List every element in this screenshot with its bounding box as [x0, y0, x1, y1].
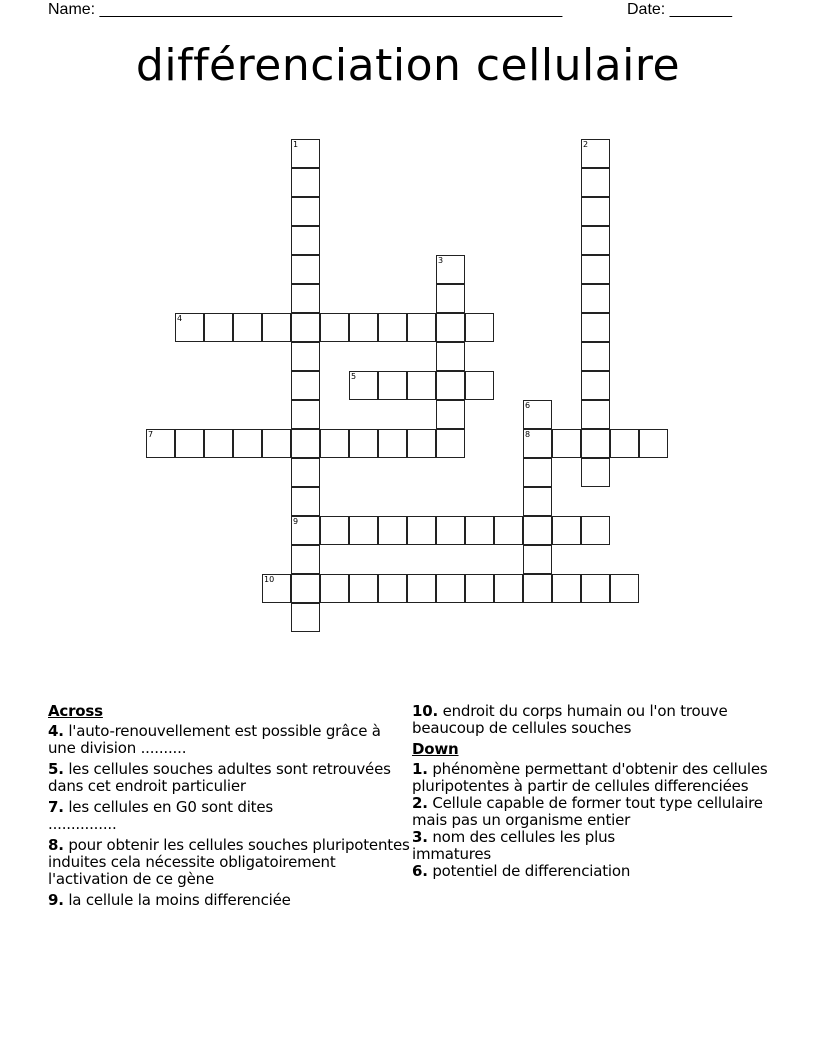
cell-number: 9 — [293, 517, 299, 526]
crossword-cell[interactable] — [581, 400, 610, 429]
crossword-cell[interactable] — [581, 429, 610, 458]
crossword-cell[interactable] — [320, 574, 349, 603]
crossword-cell[interactable] — [291, 400, 320, 429]
crossword-cell[interactable] — [465, 371, 494, 400]
crossword-cell[interactable] — [523, 516, 552, 545]
crossword-cell[interactable] — [204, 313, 233, 342]
crossword-cell[interactable] — [407, 516, 436, 545]
cell-number: 7 — [148, 430, 154, 439]
crossword-cell[interactable] — [552, 429, 581, 458]
crossword-cell[interactable] — [494, 574, 523, 603]
cell-number: 10 — [264, 575, 275, 584]
crossword-cell[interactable] — [436, 429, 465, 458]
crossword-cell[interactable] — [349, 371, 378, 400]
crossword-cell[interactable] — [436, 516, 465, 545]
crossword-cell[interactable] — [581, 313, 610, 342]
crossword-cell[interactable] — [494, 516, 523, 545]
crossword-cell[interactable] — [639, 429, 668, 458]
crossword-cell[interactable] — [581, 197, 610, 226]
crossword-cell[interactable] — [436, 255, 465, 284]
crossword-cell[interactable] — [581, 516, 610, 545]
crossword-cell[interactable] — [233, 313, 262, 342]
cell-number: 1 — [293, 140, 299, 149]
crossword-cell[interactable] — [407, 313, 436, 342]
crossword-cell[interactable] — [291, 574, 320, 603]
crossword-cell[interactable] — [436, 313, 465, 342]
crossword-cell[interactable] — [378, 516, 407, 545]
crossword-cell[interactable] — [436, 371, 465, 400]
crossword-cell[interactable] — [436, 284, 465, 313]
crossword-cell[interactable] — [291, 487, 320, 516]
crossword-cell[interactable] — [378, 313, 407, 342]
crossword-cell[interactable] — [291, 545, 320, 574]
crossword-cell[interactable] — [349, 516, 378, 545]
crossword-cell[interactable] — [436, 400, 465, 429]
crossword-cell[interactable] — [291, 371, 320, 400]
crossword-cell[interactable] — [523, 458, 552, 487]
clue-down-1 — [412, 761, 772, 795]
clue-number: 6. — [412, 862, 428, 880]
crossword-cell[interactable] — [465, 516, 494, 545]
crossword-cell[interactable] — [610, 429, 639, 458]
clue-across-5 — [48, 761, 410, 795]
crossword-cell[interactable] — [581, 226, 610, 255]
crossword-cell[interactable] — [175, 313, 204, 342]
crossword-cell[interactable] — [465, 313, 494, 342]
cell-number: 6 — [525, 401, 531, 410]
crossword-cell[interactable] — [291, 516, 320, 545]
crossword-cell[interactable] — [523, 574, 552, 603]
crossword-cell[interactable] — [291, 226, 320, 255]
clue-text: les cellules souches adultes sont retrouvées dans cet endroit particulier — [48, 760, 391, 795]
crossword-cell[interactable] — [581, 139, 610, 168]
crossword-cell[interactable] — [320, 516, 349, 545]
clue-across-9 — [48, 892, 410, 909]
crossword-cell[interactable] — [552, 574, 581, 603]
crossword-cell[interactable] — [262, 574, 291, 603]
page-title: différenciation cellulaire — [135, 40, 681, 91]
crossword-cell[interactable] — [291, 458, 320, 487]
name-field-label: Name: ____________________________________________________ — [48, 1, 563, 18]
crossword-cell[interactable] — [349, 429, 378, 458]
clue-across-8 — [48, 837, 410, 888]
clues-column-right — [412, 703, 782, 884]
clue-number: 7. — [48, 798, 64, 816]
crossword-cell[interactable] — [291, 197, 320, 226]
clue-number: 1. — [412, 760, 428, 778]
clue-text: phénomène permettant d'obtenir des cellules pluripotentes à partir de cellules differenciées — [412, 760, 768, 795]
cell-number: 4 — [177, 314, 183, 323]
clues-column-left — [48, 703, 410, 913]
crossword-cell[interactable] — [291, 429, 320, 458]
clue-number: 2. — [412, 794, 428, 812]
clue-across-7 — [48, 799, 338, 833]
clue-number: 5. — [48, 760, 64, 778]
clue-across-10 — [412, 703, 752, 737]
crossword-cell[interactable] — [436, 574, 465, 603]
crossword-cell[interactable] — [320, 313, 349, 342]
crossword-cell[interactable] — [523, 487, 552, 516]
crossword-cell[interactable] — [581, 458, 610, 487]
cell-number: 2 — [583, 140, 589, 149]
crossword-cell[interactable] — [262, 313, 291, 342]
crossword-cell[interactable] — [581, 255, 610, 284]
crossword-cell[interactable] — [378, 429, 407, 458]
crossword-cell[interactable] — [581, 168, 610, 197]
crossword-cell[interactable] — [523, 545, 552, 574]
clue-text: l'auto-renouvellement est possible grâce à une division .......... — [48, 722, 381, 757]
crossword-cell[interactable] — [291, 313, 320, 342]
down-heading: Down — [412, 740, 459, 758]
crossword-cell[interactable] — [581, 574, 610, 603]
crossword-cell[interactable] — [291, 139, 320, 168]
crossword-cell[interactable] — [581, 371, 610, 400]
date-field-label: Date: _______ — [627, 1, 732, 18]
clue-number: 3. — [412, 828, 428, 846]
across-heading: Across — [48, 702, 103, 720]
crossword-cell[interactable] — [552, 516, 581, 545]
crossword-cell[interactable] — [407, 429, 436, 458]
clue-text: pour obtenir les cellules souches pluripotentes induites cela nécessite obligatoirement l'activation de ce gène — [48, 836, 410, 888]
crossword-cell[interactable] — [378, 371, 407, 400]
crossword-cell[interactable] — [465, 574, 494, 603]
crossword-cell[interactable] — [291, 342, 320, 371]
crossword-cell[interactable] — [291, 168, 320, 197]
cell-number: 8 — [525, 430, 531, 439]
clue-text: endroit du corps humain ou l'on trouve beaucoup de cellules souches — [412, 702, 728, 737]
crossword-cell[interactable] — [146, 429, 175, 458]
crossword-cell[interactable] — [378, 574, 407, 603]
crossword-cell[interactable] — [175, 429, 204, 458]
crossword-cell[interactable] — [291, 603, 320, 632]
crossword-cell[interactable] — [349, 574, 378, 603]
cell-number: 5 — [351, 372, 357, 381]
crossword-cell[interactable] — [523, 429, 552, 458]
clue-text: Cellule capable de former tout type cellulaire mais pas un organisme entier — [412, 794, 763, 829]
crossword-cell[interactable] — [349, 313, 378, 342]
crossword-cell[interactable] — [610, 574, 639, 603]
clue-number: 4. — [48, 722, 64, 740]
crossword-cell[interactable] — [407, 574, 436, 603]
clue-down-6 — [412, 863, 782, 880]
clue-number: 9. — [48, 891, 64, 909]
cell-number: 3 — [438, 256, 444, 265]
clue-text: potentiel de differenciation — [432, 862, 631, 880]
crossword-cell[interactable] — [233, 429, 262, 458]
crossword-cell[interactable] — [291, 255, 320, 284]
crossword-cell[interactable] — [581, 342, 610, 371]
clue-across-4 — [48, 723, 410, 757]
crossword-cell[interactable] — [262, 429, 291, 458]
crossword-cell[interactable] — [581, 284, 610, 313]
crossword-cell[interactable] — [320, 429, 349, 458]
clue-down-3 — [412, 829, 672, 863]
crossword-cell[interactable] — [407, 371, 436, 400]
crossword-cell[interactable] — [436, 342, 465, 371]
clue-text: nom des cellules les plus immatures — [412, 828, 616, 863]
crossword-cell[interactable] — [523, 400, 552, 429]
clue-number: 10. — [412, 702, 438, 720]
clue-text: la cellule la moins differenciée — [68, 891, 291, 909]
clue-text: les cellules en G0 sont dites ............... — [48, 798, 274, 833]
crossword-cell[interactable] — [204, 429, 233, 458]
clue-number: 8. — [48, 836, 64, 854]
clue-down-2 — [412, 795, 782, 829]
crossword-cell[interactable] — [291, 284, 320, 313]
